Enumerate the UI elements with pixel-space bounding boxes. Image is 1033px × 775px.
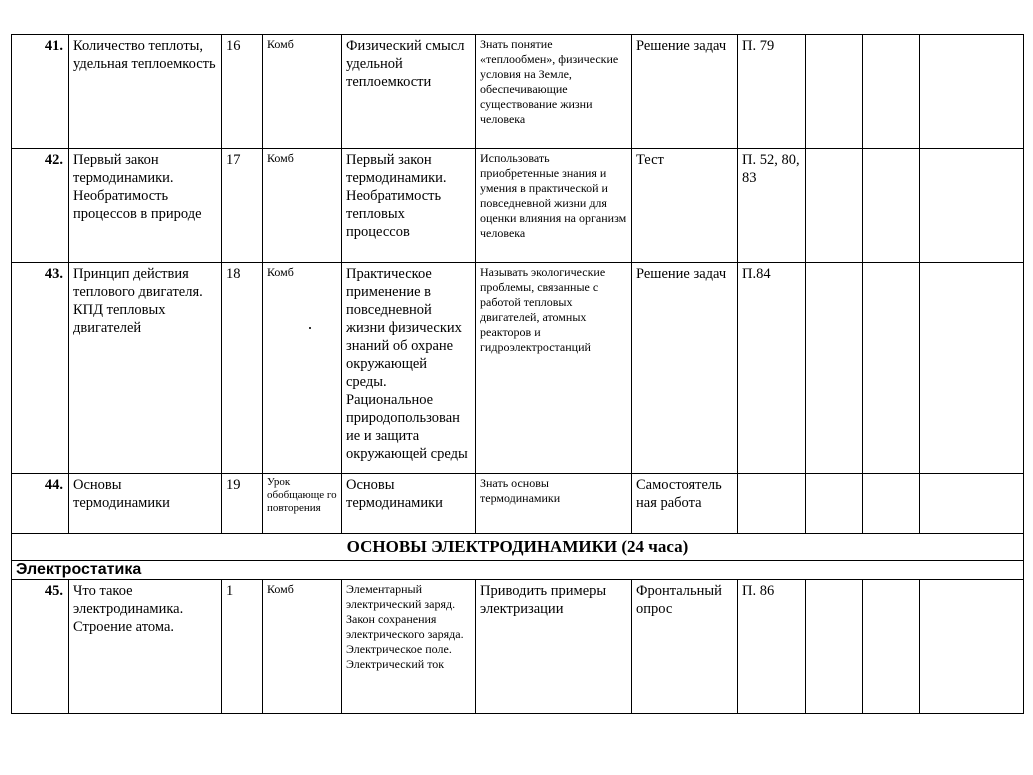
section-title: ОСНОВЫ ЭЛЕКТРОДИНАМИКИ (24 часа) (12, 534, 1024, 561)
table-row (12, 580, 1024, 714)
lesson-requirements: Называть экологические проблемы, связанные с работой тепловых двигателей, атомных реакторов и гидроэлектростанций (476, 263, 632, 474)
empty-cell (863, 263, 920, 474)
empty-cell (863, 580, 920, 714)
lesson-type: Комб (263, 35, 342, 149)
lesson-number: 44. (12, 474, 69, 534)
lesson-topic: Основы термодинамики (69, 474, 222, 534)
subsection-title: Электростатика (12, 561, 1024, 580)
lesson-content: Практическое применение в повседневной жизни физических знаний об охране окружающей среды. Рациональное природопользован ие и защита окружающей среды (342, 263, 476, 474)
lesson-type: Комб (263, 149, 342, 263)
lesson-topic: Принцип действия теплового двигателя. КПД тепловых двигателей (69, 263, 222, 474)
lesson-control: Тест (632, 149, 738, 263)
empty-cell (920, 149, 1024, 263)
empty-cell (863, 474, 920, 534)
lesson-type: Урок обобщающе го повторения (263, 474, 342, 534)
lesson-content: Элементарный электрический заряд. Закон сохранения электрического заряда. Электрическое поле. Электрический ток (342, 580, 476, 714)
empty-cell (920, 474, 1024, 534)
lesson-hours: 18 (222, 263, 263, 474)
empty-cell (920, 35, 1024, 149)
lesson-requirements: Приводить примеры электризации (476, 580, 632, 714)
lesson-hours: 19 (222, 474, 263, 534)
empty-cell (806, 35, 863, 149)
subsection-row (12, 561, 1024, 580)
table-row (12, 474, 1024, 534)
empty-cell (806, 149, 863, 263)
scan-speck (309, 327, 311, 329)
lesson-topic: Количество теплоты, удельная теплоемкость (69, 35, 222, 149)
lesson-number: 42. (12, 149, 69, 263)
lesson-plan-page (11, 34, 1023, 712)
empty-cell (806, 580, 863, 714)
lesson-homework: П. 79 (738, 35, 806, 149)
empty-cell (863, 149, 920, 263)
lesson-number: 41. (12, 35, 69, 149)
empty-cell (806, 263, 863, 474)
empty-cell (920, 263, 1024, 474)
lesson-number: 45. (12, 580, 69, 714)
lesson-homework (738, 474, 806, 534)
table-row (12, 149, 1024, 263)
empty-cell (806, 474, 863, 534)
lesson-requirements: Знать основы термодинамики (476, 474, 632, 534)
lesson-requirements: Использовать приобретенные знания и умения в практической и повседневной жизни для оценки влияния на организм человека (476, 149, 632, 263)
lesson-requirements: Знать понятие «теплообмен», физические условия на Земле, обеспечивающие существование жизни человека (476, 35, 632, 149)
lesson-content: Физический смысл удельной теплоемкости (342, 35, 476, 149)
section-row (12, 534, 1024, 561)
empty-cell (920, 580, 1024, 714)
lesson-hours: 16 (222, 35, 263, 149)
empty-cell (863, 35, 920, 149)
lesson-topic: Первый закон термодинамики. Необратимость процессов в природе (69, 149, 222, 263)
lesson-control: Самостоятель ная работа (632, 474, 738, 534)
lesson-plan-table (11, 34, 1024, 714)
lesson-control: Фронтальный опрос (632, 580, 738, 714)
lesson-content: Основы термодинамики (342, 474, 476, 534)
lesson-homework: П.84 (738, 263, 806, 474)
table-row (12, 35, 1024, 149)
lesson-hours: 17 (222, 149, 263, 263)
lesson-control: Решение задач (632, 35, 738, 149)
lesson-topic: Что такое электродинамика. Строение атома. (69, 580, 222, 714)
lesson-type: Комб (263, 263, 342, 474)
lesson-homework: П. 86 (738, 580, 806, 714)
lesson-type: Комб (263, 580, 342, 714)
lesson-number: 43. (12, 263, 69, 474)
lesson-hours: 1 (222, 580, 263, 714)
lesson-control: Решение задач (632, 263, 738, 474)
lesson-content: Первый закон термодинамики. Необратимость тепловых процессов (342, 149, 476, 263)
table-row (12, 263, 1024, 474)
lesson-homework: П. 52, 80, 83 (738, 149, 806, 263)
